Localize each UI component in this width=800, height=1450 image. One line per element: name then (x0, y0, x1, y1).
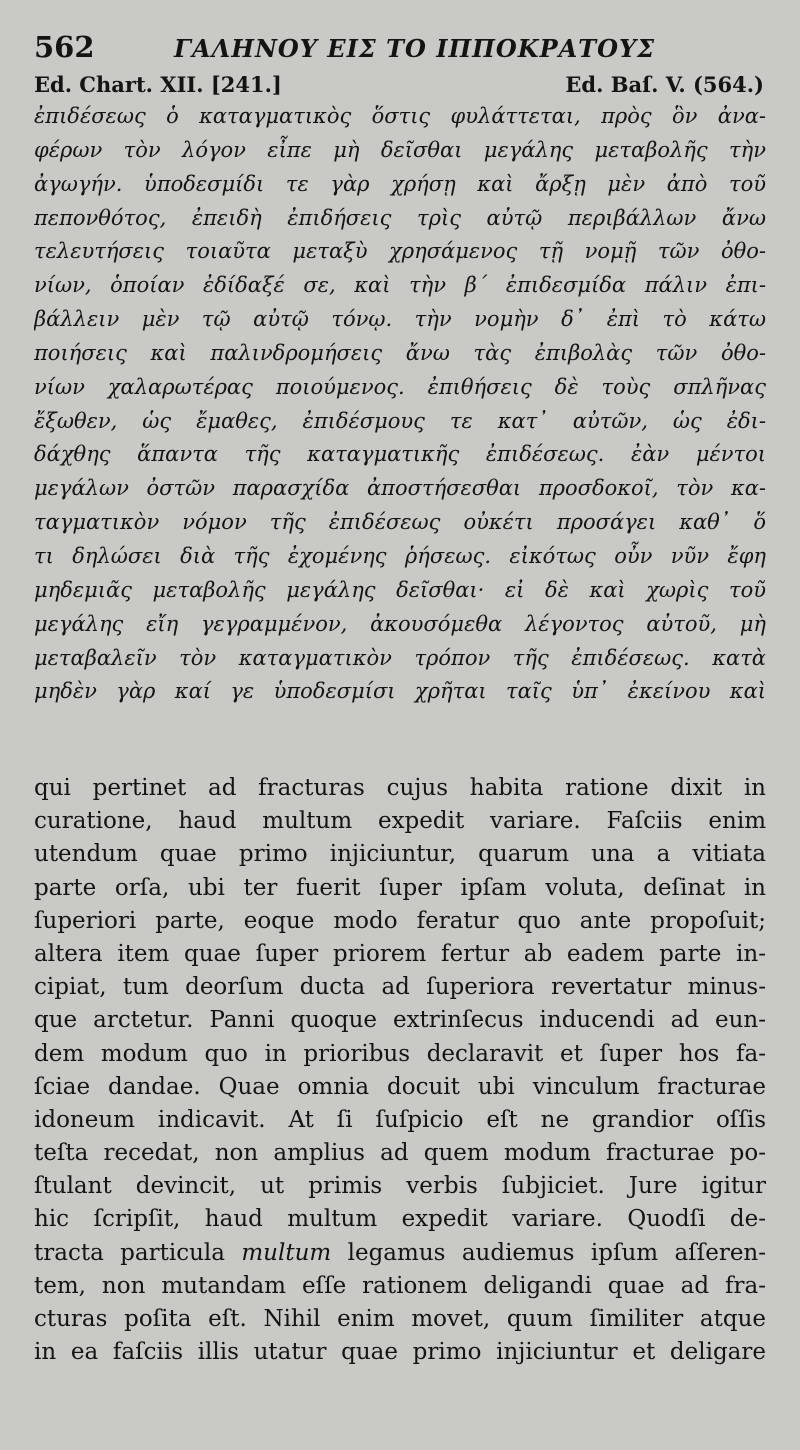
greek-text-line: μεγάλης εἴη γεγραμμένον, ἀκουσόμεθα λέγοντος αὐτοῦ, μὴ (34, 611, 766, 636)
running-title: ΓΑΛΗΝΟΥ ΕΙΣ ΤΟ ΙΠΠΟΚΡΑΤΟΥΣ (174, 34, 656, 63)
latin-text-line: cturas poſita eſt. Nihil enim movet, quum ſimiliter atque (34, 1306, 766, 1332)
latin-text-block (34, 772, 766, 1369)
latin-text-line: qui pertinet ad fracturas cujus habita ratione dixit in (34, 775, 766, 801)
latin-text-line (34, 1237, 766, 1270)
latin-text-line: in ea faſciis illis utatur quae primo injiciuntur et deligare (34, 1339, 766, 1366)
greek-text-line: δάχθης ἅπαντα τῆς καταγματικῆς ἐπιδέσεως. ἐὰν μέντοι (34, 442, 766, 467)
greek-text-line: τι δηλώσει διὰ τῆς ἐχομένης ῥήσεως. εἰκότως οὖν νῦν ἔφη (34, 543, 766, 568)
latin-text-line: cipiat, tum deorſum ducta ad ſuperiora revertatur minus- (34, 974, 766, 1001)
latin-text-line: que arctetur. Panni quoque extrinſecus inducendi ad eun- (34, 1007, 766, 1034)
latin-text-segment: legamus audiemus ipſum aſſeren- (331, 1239, 766, 1266)
greek-text-line: φέρων τὸν λόγον εἶπε μὴ δεῖσθαι μεγάλης μεταβολῆς τὴν (34, 137, 766, 162)
greek-text-line: νίων, ὁποίαν ἐδίδαξέ σε, καὶ τὴν β΄ ἐπιδεσμίδα πάλιν ἐπι- (34, 273, 766, 298)
latin-text-line: ſtulant devincit, ut primis verbis ſubjiciet. Jure igitur (34, 1173, 766, 1200)
latin-text-line: teſta recedat, non amplius ad quem modum fracturae po- (34, 1140, 766, 1167)
greek-text-line: ταγματικὸν νόμον τῆς ἐπιδέσεως οὐκέτι προσάγει καθ᾿ ὅ (34, 510, 766, 535)
latin-italic-word: multum (241, 1239, 332, 1266)
latin-text-line: tem, non mutandam eſſe rationem deligandi quae ad fra- (34, 1272, 766, 1299)
edition-reference-line (34, 72, 764, 102)
greek-text-line: ποιήσεις καὶ παλινδρομήσεις ἄνω τὰς ἐπιβολὰς τῶν ὀθο- (34, 340, 766, 365)
greek-text-line: βάλλειν μὲν τῷ αὐτῷ τόνῳ. τὴν νομὴν δ᾿ ἐπὶ τὸ κάτω (34, 307, 766, 332)
latin-text-line: ſuperiori parte, eoque modo feratur quo ante propoſuit; (34, 907, 766, 934)
greek-text-line: μεταβαλεῖν τὸν καταγματικὸν τρόπον τῆς ἐπιδέσεως. κατὰ (34, 645, 766, 670)
latin-text-segment: tracta particula (34, 1239, 242, 1266)
greek-text-line: ἐπιδέσεως ὁ καταγματικὸς ὅστις φυλάττεται, πρὸς ὃν ἀνα- (34, 104, 766, 128)
greek-text-line: πεπονθότος, ἐπειδὴ ἐπιδήσεις τρὶς αὐτῷ περιβάλλων ἄνω (34, 205, 766, 230)
greek-text-line: νίων χαλαρωτέρας ποιούμενος. ἐπιθήσεις δὲ τοὺς σπλῆνας (34, 374, 766, 399)
greek-text-line: ἔξωθεν, ὡς ἔμαθες, ἐπιδέσμους τε κατ᾿ αὐτῶν, ὡς ἐδι- (34, 408, 766, 433)
greek-text-line: μηδεμιᾶς μεταβολῆς μεγάλης δεῖσθαι· εἰ δὲ καὶ χωρὶς τοῦ (34, 577, 766, 602)
page-number: 562 (34, 30, 95, 64)
greek-text-block (34, 100, 766, 709)
latin-text-line: curatione, haud multum expedit variare. Faſciis enim (34, 808, 766, 835)
greek-text-line: μηδὲν γὰρ καί γε ὑποδεσμίσι χρῆται ταῖς ὑπ᾿ ἐκείνου καὶ (34, 679, 766, 704)
latin-text-line: ſciae dandae. Quae omnia docuit ubi vinculum fracturae (34, 1073, 766, 1100)
edition-chartier-reference: Ed. Chart. XII. [241.] (34, 72, 282, 97)
page-header (34, 30, 770, 70)
greek-text-line: μεγάλων ὀστῶν παρασχίδα ἀποστήσεσθαι προσδοκοῖ, τὸν κα- (34, 476, 766, 501)
latin-text-line: parte orſa, ubi ter fuerit ſuper ipſam voluta, deſinat in (34, 874, 766, 901)
latin-text-line: utendum quae primo injiciuntur, quarum una a vitiata (34, 841, 766, 868)
latin-text-line: idoneum indicavit. At ſi ſuſpicio eſt ne grandior oſſis (34, 1106, 766, 1133)
greek-text-line: τελευτήσεις τοιαῦτα μεταξὺ χρησάμενος τῇ νομῇ τῶν ὀθο- (34, 239, 766, 264)
greek-text-line: ἀγωγήν. ὑποδεσμίδι τε γὰρ χρήσῃ καὶ ἄρξῃ μὲν ἀπὸ τοῦ (34, 171, 766, 196)
latin-text-line: altera item quae ſuper priorem fertur ab eadem parte in- (34, 940, 766, 967)
latin-text-line: dem modum quo in prioribus declaravit et ſuper hos fa- (34, 1040, 766, 1067)
edition-basel-reference: Ed. Baſ. V. (564.) (565, 72, 764, 97)
latin-text-line: hic ſcripſit, haud multum expedit variare. Quodſi de- (34, 1206, 766, 1233)
